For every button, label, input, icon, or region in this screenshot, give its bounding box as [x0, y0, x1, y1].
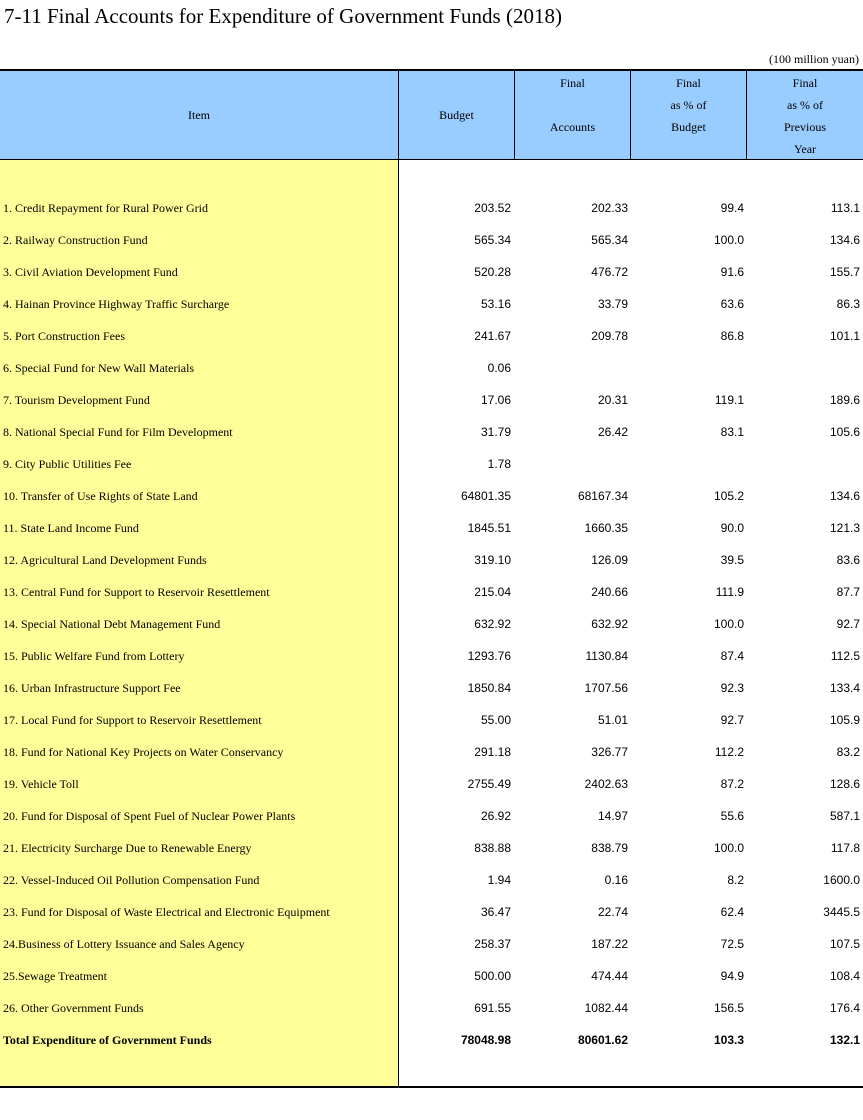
row-pct-budget: 111.9: [715, 585, 744, 599]
row-final-accounts: 126.09: [591, 553, 628, 567]
row-pct-previous-year: 134.6: [829, 233, 860, 247]
row-pct-budget: 91.6: [720, 265, 744, 279]
row-budget: 319.10: [474, 553, 511, 567]
header-final-as-pct-of-previous-year: Final as % of Previous Year: [784, 76, 826, 156]
row-item: 1. Credit Repayment for Rural Power Grid: [3, 201, 208, 215]
row-final-accounts: 632.92: [591, 617, 628, 631]
row-pct-budget: 112.2: [714, 745, 744, 759]
row-final-accounts: 26.42: [597, 425, 628, 439]
table-row: [0, 448, 863, 480]
row-budget: 1.94: [487, 873, 511, 887]
row-pct-previous-year: 155.7: [829, 265, 860, 279]
row-pct-budget: 92.7: [720, 713, 744, 727]
row-pct-previous-year: 3445.5: [823, 905, 860, 919]
row-final-accounts: 240.66: [591, 585, 628, 599]
row-budget: 1845.51: [467, 521, 511, 535]
row-item: 15. Public Welfare Fund from Lottery: [3, 649, 185, 663]
table-row: [0, 288, 863, 320]
row-item: 13. Central Fund for Support to Reservoir Resettlement: [3, 585, 270, 599]
row-item: 14. Special National Debt Management Fund: [3, 617, 221, 631]
row-pct-budget: 63.6: [720, 297, 744, 311]
table-row: [0, 800, 863, 832]
row-final-accounts: 838.79: [591, 841, 628, 855]
row-item: 12. Agricultural Land Development Funds: [3, 553, 207, 567]
row-pct-budget: [631, 352, 744, 384]
table-row: [0, 704, 863, 736]
row-budget: 291.18: [474, 745, 511, 759]
row-item: 10. Transfer of Use Rights of State Land: [3, 489, 198, 503]
row-item: 11. State Land Income Fund: [3, 521, 139, 535]
row-budget: 1850.84: [467, 681, 511, 695]
row-budget: 520.28: [474, 265, 511, 279]
row-item: 8. National Special Fund for Film Development: [3, 425, 233, 439]
row-item: 9. City Public Utilities Fee: [3, 457, 132, 471]
row-item: 25.Sewage Treatment: [3, 969, 107, 983]
row-pct-budget: 100.0: [713, 841, 744, 855]
table-total-row: [0, 1024, 863, 1056]
header-item: Item: [188, 108, 210, 122]
table-row: [0, 928, 863, 960]
row-final-accounts: 209.78: [591, 329, 628, 343]
row-budget: 36.47: [480, 905, 511, 919]
row-final-accounts: 202.33: [591, 201, 628, 215]
row-pct-previous-year: 587.1: [829, 809, 860, 823]
row-final-accounts: 1707.56: [584, 681, 628, 695]
total-final-accounts: 80601.62: [577, 1033, 628, 1047]
row-budget: 838.88: [474, 841, 511, 855]
table-row: [0, 896, 863, 928]
row-item: 23. Fund for Disposal of Waste Electrical and Electronic Equipment: [3, 905, 330, 919]
row-item: 4. Hainan Province Highway Traffic Surcharge: [3, 297, 230, 311]
header-bottom-rule: [0, 159, 863, 160]
total-pct-previous-year: 132.1: [829, 1033, 860, 1047]
row-final-accounts: 1082.44: [584, 1001, 628, 1015]
row-pct-budget: 8.2: [727, 873, 744, 887]
row-pct-previous-year: 113.1: [830, 201, 860, 215]
table-row: [0, 576, 863, 608]
row-item: 2. Railway Construction Fund: [3, 233, 148, 247]
row-pct-budget: 94.9: [720, 969, 744, 983]
row-pct-previous-year: 105.6: [829, 425, 860, 439]
total-budget: 78048.98: [460, 1033, 511, 1047]
row-pct-previous-year: 117.8: [830, 841, 860, 855]
row-pct-budget: 83.1: [720, 425, 744, 439]
row-budget: 500.00: [474, 969, 511, 983]
row-pct-previous-year: 134.6: [829, 489, 860, 503]
table-row: [0, 640, 863, 672]
table-row: [0, 192, 863, 224]
row-budget: 64801.35: [460, 489, 511, 503]
row-pct-budget: 90.0: [720, 521, 744, 535]
row-pct-previous-year: 108.4: [829, 969, 860, 983]
row-budget: 17.06: [480, 393, 511, 407]
row-pct-previous-year: 101.1: [829, 329, 860, 343]
row-pct-previous-year: [747, 448, 860, 480]
total-item: Total Expenditure of Government Funds: [3, 1033, 212, 1047]
row-item: 16. Urban Infrastructure Support Fee: [3, 681, 181, 695]
row-pct-budget: 39.5: [720, 553, 744, 567]
row-item: 6. Special Fund for New Wall Materials: [3, 361, 195, 375]
row-pct-budget: 100.0: [713, 617, 744, 631]
row-final-accounts: 565.34: [591, 233, 628, 247]
row-final-accounts: [515, 448, 628, 480]
row-budget: 632.92: [474, 617, 511, 631]
row-pct-previous-year: 87.7: [836, 585, 860, 599]
row-final-accounts: 326.77: [591, 745, 628, 759]
row-item: 19. Vehicle Toll: [3, 777, 79, 791]
row-final-accounts: 14.97: [597, 809, 628, 823]
row-budget: 55.00: [480, 713, 511, 727]
row-budget: 565.34: [474, 233, 511, 247]
table-row: [0, 320, 863, 352]
row-budget: 241.67: [474, 329, 511, 343]
row-final-accounts: 474.44: [591, 969, 628, 983]
table-row: [0, 352, 863, 384]
row-item: 5. Port Construction Fees: [3, 329, 125, 343]
table-row: [0, 608, 863, 640]
row-item: 26. Other Government Funds: [3, 1001, 144, 1015]
row-item: 20. Fund for Disposal of Spent Fuel of Nuclear Power Plants: [3, 809, 296, 823]
row-final-accounts: 1660.35: [584, 521, 628, 535]
row-budget: 203.52: [474, 201, 511, 215]
row-pct-previous-year: 189.6: [829, 393, 860, 407]
row-budget: 2755.49: [467, 777, 511, 791]
row-item: 17. Local Fund for Support to Reservoir Resettlement: [3, 713, 262, 727]
row-item: 24.Business of Lottery Issuance and Sales Agency: [3, 937, 245, 951]
row-item: 18. Fund for National Key Projects on Water Conservancy: [3, 745, 284, 759]
table-row: [0, 224, 863, 256]
row-pct-budget: 105.2: [713, 489, 744, 503]
table-row: [0, 480, 863, 512]
row-final-accounts: 476.72: [591, 265, 628, 279]
row-pct-previous-year: 83.2: [836, 745, 860, 759]
row-final-accounts: [515, 352, 628, 384]
row-budget: 1293.76: [467, 649, 511, 663]
total-pct-budget: 103.3: [713, 1033, 744, 1047]
row-pct-budget: 87.4: [720, 649, 744, 663]
row-final-accounts: 51.01: [597, 713, 628, 727]
row-pct-previous-year: [747, 352, 860, 384]
row-item: 21. Electricity Surcharge Due to Renewable Energy: [3, 841, 252, 855]
table-row: [0, 992, 863, 1024]
row-budget: 0.06: [487, 361, 511, 375]
row-budget: 26.92: [480, 809, 511, 823]
row-pct-previous-year: 176.4: [829, 1001, 860, 1015]
page-title: 7-11 Final Accounts for Expenditure of Government Funds (2018): [4, 4, 562, 28]
row-pct-budget: 99.4: [720, 201, 744, 215]
row-pct-budget: 72.5: [720, 937, 744, 951]
table-row: [0, 864, 863, 896]
row-pct-previous-year: 121.3: [829, 521, 860, 535]
row-final-accounts: 33.79: [597, 297, 628, 311]
table-row: [0, 544, 863, 576]
table-row: [0, 960, 863, 992]
row-budget: 31.79: [480, 425, 511, 439]
row-pct-previous-year: 133.4: [829, 681, 860, 695]
row-pct-previous-year: 112.5: [830, 649, 860, 663]
row-item: 22. Vessel-Induced Oil Pollution Compensation Fund: [3, 873, 260, 887]
row-budget: 1.78: [487, 457, 511, 471]
row-pct-previous-year: 128.6: [829, 777, 860, 791]
row-budget: 215.04: [474, 585, 511, 599]
row-pct-budget: 100.0: [713, 233, 744, 247]
row-pct-previous-year: 107.5: [829, 937, 860, 951]
unit-label: (100 million yuan): [769, 52, 859, 66]
table-row: [0, 256, 863, 288]
table-row: [0, 736, 863, 768]
row-pct-budget: 119.1: [714, 393, 744, 407]
row-budget: 258.37: [474, 937, 511, 951]
row-item: 7. Tourism Development Fund: [3, 393, 150, 407]
row-pct-budget: 92.3: [720, 681, 744, 695]
row-final-accounts: 20.31: [597, 393, 628, 407]
row-final-accounts: 1130.84: [585, 649, 628, 663]
row-pct-budget: 87.2: [720, 777, 744, 791]
table-row: [0, 416, 863, 448]
table-row: [0, 512, 863, 544]
row-final-accounts: 0.16: [604, 873, 628, 887]
table-row: [0, 384, 863, 416]
row-pct-previous-year: 92.7: [836, 617, 860, 631]
row-pct-previous-year: 1600.0: [823, 873, 860, 887]
row-final-accounts: 2402.63: [584, 777, 628, 791]
row-pct-budget: 86.8: [720, 329, 744, 343]
table-row: [0, 832, 863, 864]
header-final-accounts: Final Accounts: [549, 76, 596, 134]
row-final-accounts: 22.74: [597, 905, 628, 919]
header-budget: Budget: [439, 108, 474, 122]
header-final-as-pct-of-budget: Final as % of Budget: [670, 76, 707, 134]
table-body: [0, 192, 863, 1056]
row-budget: 53.16: [480, 297, 511, 311]
row-pct-budget: 55.6: [720, 809, 744, 823]
row-pct-budget: 62.4: [720, 905, 744, 919]
row-pct-previous-year: 105.9: [829, 713, 860, 727]
row-budget: 691.55: [474, 1001, 511, 1015]
row-pct-budget: [631, 448, 744, 480]
row-pct-budget: 156.5: [713, 1001, 744, 1015]
row-pct-previous-year: 86.3: [836, 297, 860, 311]
row-pct-previous-year: 83.6: [836, 553, 860, 567]
row-final-accounts: 68167.34: [577, 489, 628, 503]
table-row: [0, 768, 863, 800]
table-bottom-rule: [0, 1086, 863, 1088]
row-final-accounts: 187.22: [591, 937, 628, 951]
row-item: 3. Civil Aviation Development Fund: [3, 265, 178, 279]
table-row: [0, 672, 863, 704]
